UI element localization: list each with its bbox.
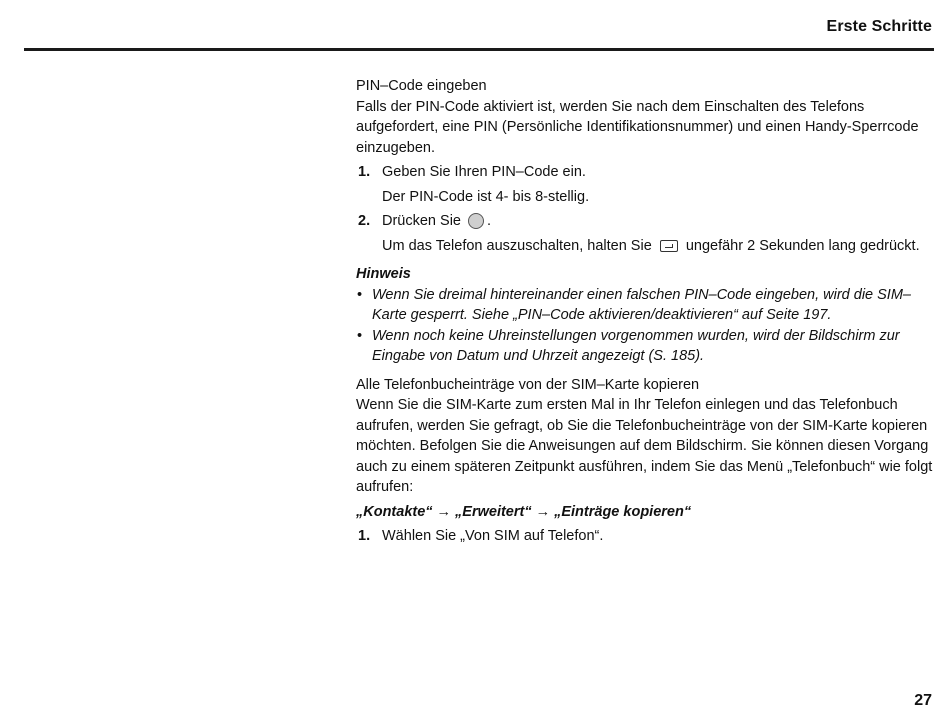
header-divider bbox=[24, 48, 934, 51]
round-select-key-icon bbox=[468, 213, 484, 229]
copy-section-body: Wenn Sie die SIM-Karte zum ersten Mal in Ihr Telefon einlegen und das Telefonbuch aufrufen, werden Sie gefragt, ob Sie die Telefonbucheinträge von der SIM-Karte kopieren möchten. Befolgen Sie die Anweisungen auf dem Bildschirm. Sie können diesen Vorgang auch zu einem späteren Zeitpunkt ausführen, indem Sie das Menü „Telefonbuch“ wie folgt aufrufen: bbox=[356, 397, 933, 495]
copy-section bbox=[356, 375, 934, 547]
menu-path bbox=[356, 502, 934, 523]
menu-path-item: „Erweitert“ bbox=[455, 503, 532, 520]
note-item: • Wenn Sie dreimal hintereinander einen falschen PIN–Code eingeben, wird die SIM–Karte gesperrt. Siehe „PIN–Code aktivieren/deaktivieren“ auf Seite 197. bbox=[356, 285, 934, 326]
end-key-icon bbox=[660, 240, 678, 252]
pin-step-2 bbox=[356, 211, 934, 232]
pin-section bbox=[356, 76, 934, 256]
page-header-title: Erste Schritte bbox=[826, 18, 932, 35]
step-detail-text: Um das Telefon auszuschalten, halten Sie bbox=[382, 237, 652, 254]
step-number: 1. bbox=[358, 528, 371, 544]
pin-section-body: Falls der PIN-Code aktiviert ist, werden Sie nach dem Einschalten des Telefons aufgefordert, eine PIN (Persönliche Identifikationsnummer) und einen Handy-Sperrcode einzugeben. bbox=[356, 98, 919, 156]
step-detail-text-end: ungefähr 2 Sekunden lang gedrückt. bbox=[685, 237, 920, 254]
step-text: Geben Sie Ihren PIN–Code ein. bbox=[382, 164, 586, 180]
note-title: Hinweis bbox=[356, 266, 411, 282]
step-number: 2. bbox=[358, 213, 371, 229]
note-item: • Wenn noch keine Uhreinstellungen vorgenommen wurden, wird der Bildschirm zur Eingabe von Datum und Uhrzeit angezeigt (S. 185). bbox=[356, 326, 934, 367]
copy-section-heading: Alle Telefonbucheinträge von der SIM–Karte kopieren bbox=[356, 376, 700, 393]
page-number: 27 bbox=[914, 692, 932, 709]
menu-path-item: „Einträge kopieren“ bbox=[554, 503, 692, 520]
main-content bbox=[356, 76, 934, 547]
step-text: Wählen Sie „Von SIM auf Telefon“. bbox=[382, 528, 604, 544]
pin-step-1-detail: Der PIN-Code ist 4- bis 8-stellig. bbox=[382, 188, 590, 205]
pin-step-1 bbox=[356, 162, 934, 183]
menu-path-item: „Kontakte“ bbox=[356, 503, 433, 520]
note-box bbox=[356, 264, 934, 367]
pin-step-2-detail bbox=[356, 236, 934, 257]
step-number: 1. bbox=[358, 164, 371, 180]
step-text-end: . bbox=[487, 213, 492, 229]
arrow-right-icon: → bbox=[535, 503, 551, 520]
step-text: Drücken Sie bbox=[382, 213, 461, 229]
note-list bbox=[356, 285, 934, 367]
copy-step-1 bbox=[356, 526, 934, 547]
arrow-right-icon: → bbox=[436, 503, 452, 520]
pin-section-heading: PIN–Code eingeben bbox=[356, 78, 487, 94]
